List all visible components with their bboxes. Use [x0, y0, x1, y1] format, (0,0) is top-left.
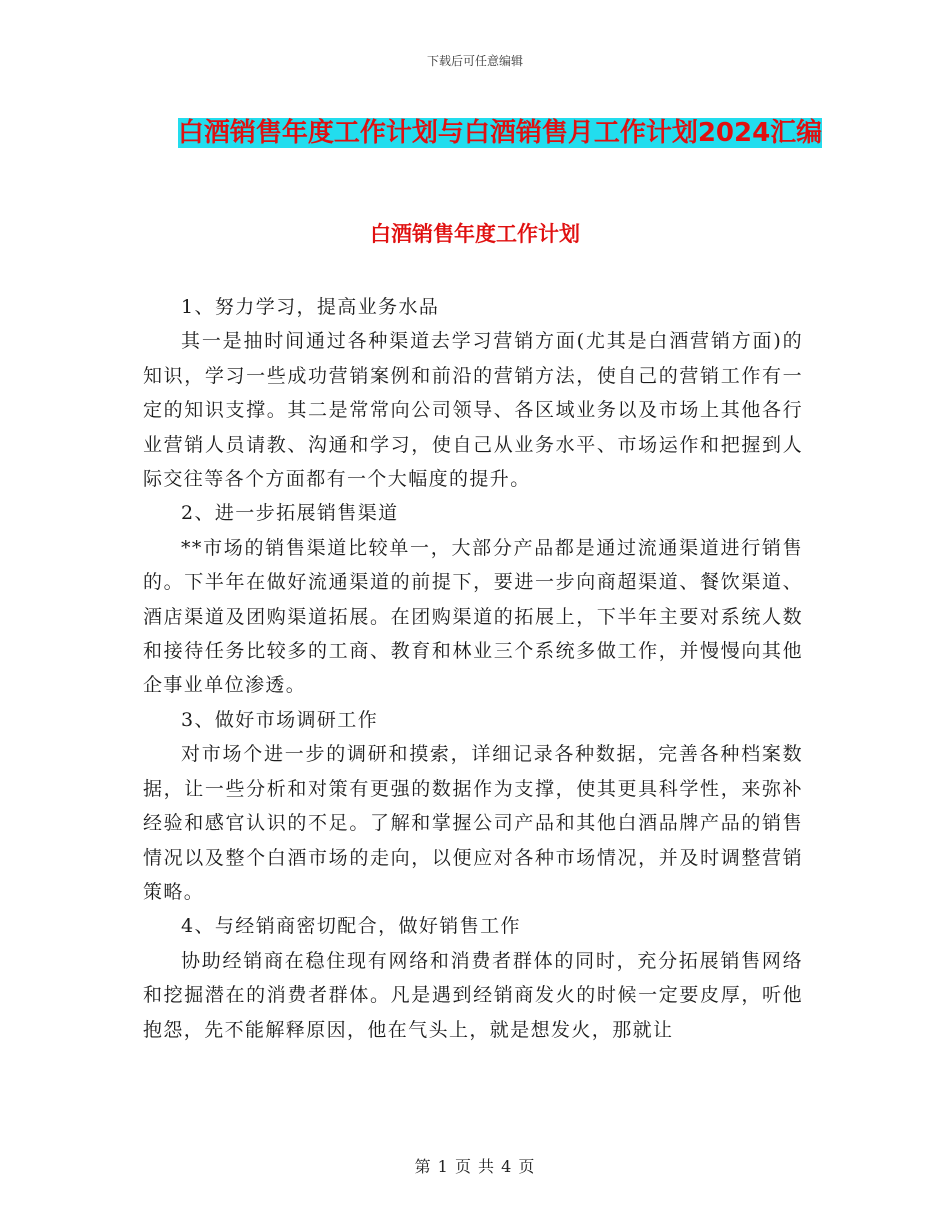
heading-item-2: 2、进一步拓展销售渠道: [181, 502, 399, 525]
paragraph-1: 其一是抽时间通过各种渠道去学习营销方面(尤其是白酒营销方面)的知识，学习一些成功营销案例和前沿的营销方法，使自己的营销工作有一定的知识支撑。其二是常常向公司领导、各区域业务以及市场上其他各行业营销人员请教、沟通和学习，使自己从业务水平、市场运作和把握到人际交往等各个方面都有一个大幅度的提升。: [143, 330, 803, 491]
heading-item-3: 3、做好市场调研工作: [181, 708, 379, 731]
heading-item-4: 4、与经销商密切配合，做好销售工作: [181, 915, 521, 938]
paragraph-2: **市场的销售渠道比较单一，大部分产品都是通过流通渠道进行销售的。下半年在做好流通渠道的前提下，要进一步向商超渠道、餐饮渠道、酒店渠道及团购渠道拓展。在团购渠道的拓展上，下半年主要对系统人数和接待任务比较多的工商、教育和林业三个系统多做工作，并慢慢向其他企事业单位渗透。: [143, 536, 803, 697]
page-number: 第 1 页 共 4 页: [414, 1157, 536, 1176]
paragraph-4: 协助经销商在稳住现有网络和消费者群体的同时，充分拓展销售网络和挖掘潜在的消费者群体。凡是遇到经销商发火的时候一定要皮厚，听他抱怨，先不能解释原因，他在气头上，就是想发火，那就让: [143, 949, 803, 1041]
section-title: 白酒销售年度工作计划: [370, 222, 580, 246]
document-title: [140, 108, 860, 158]
document-body: [143, 290, 803, 1047]
paragraph-3: 对市场个进一步的调研和摸索，详细记录各种数据，完善各种档案数据，让一些分析和对策有更强的数据作为支撑，使其更具科学性，来弥补经验和感官认识的不足。了解和掌握公司产品和其他白酒品牌产品的销售情况以及整个白酒市场的走向，以便应对各种市场情况，并及时调整营销策略。: [143, 743, 803, 903]
heading-item-1: 1、努力学习，提高业务水品: [181, 296, 440, 318]
page-header-note: 下载后可任意编辑: [426, 54, 523, 68]
document-title-text: 白酒销售年度工作计划与白酒销售月工作计划2024汇编: [177, 118, 823, 148]
